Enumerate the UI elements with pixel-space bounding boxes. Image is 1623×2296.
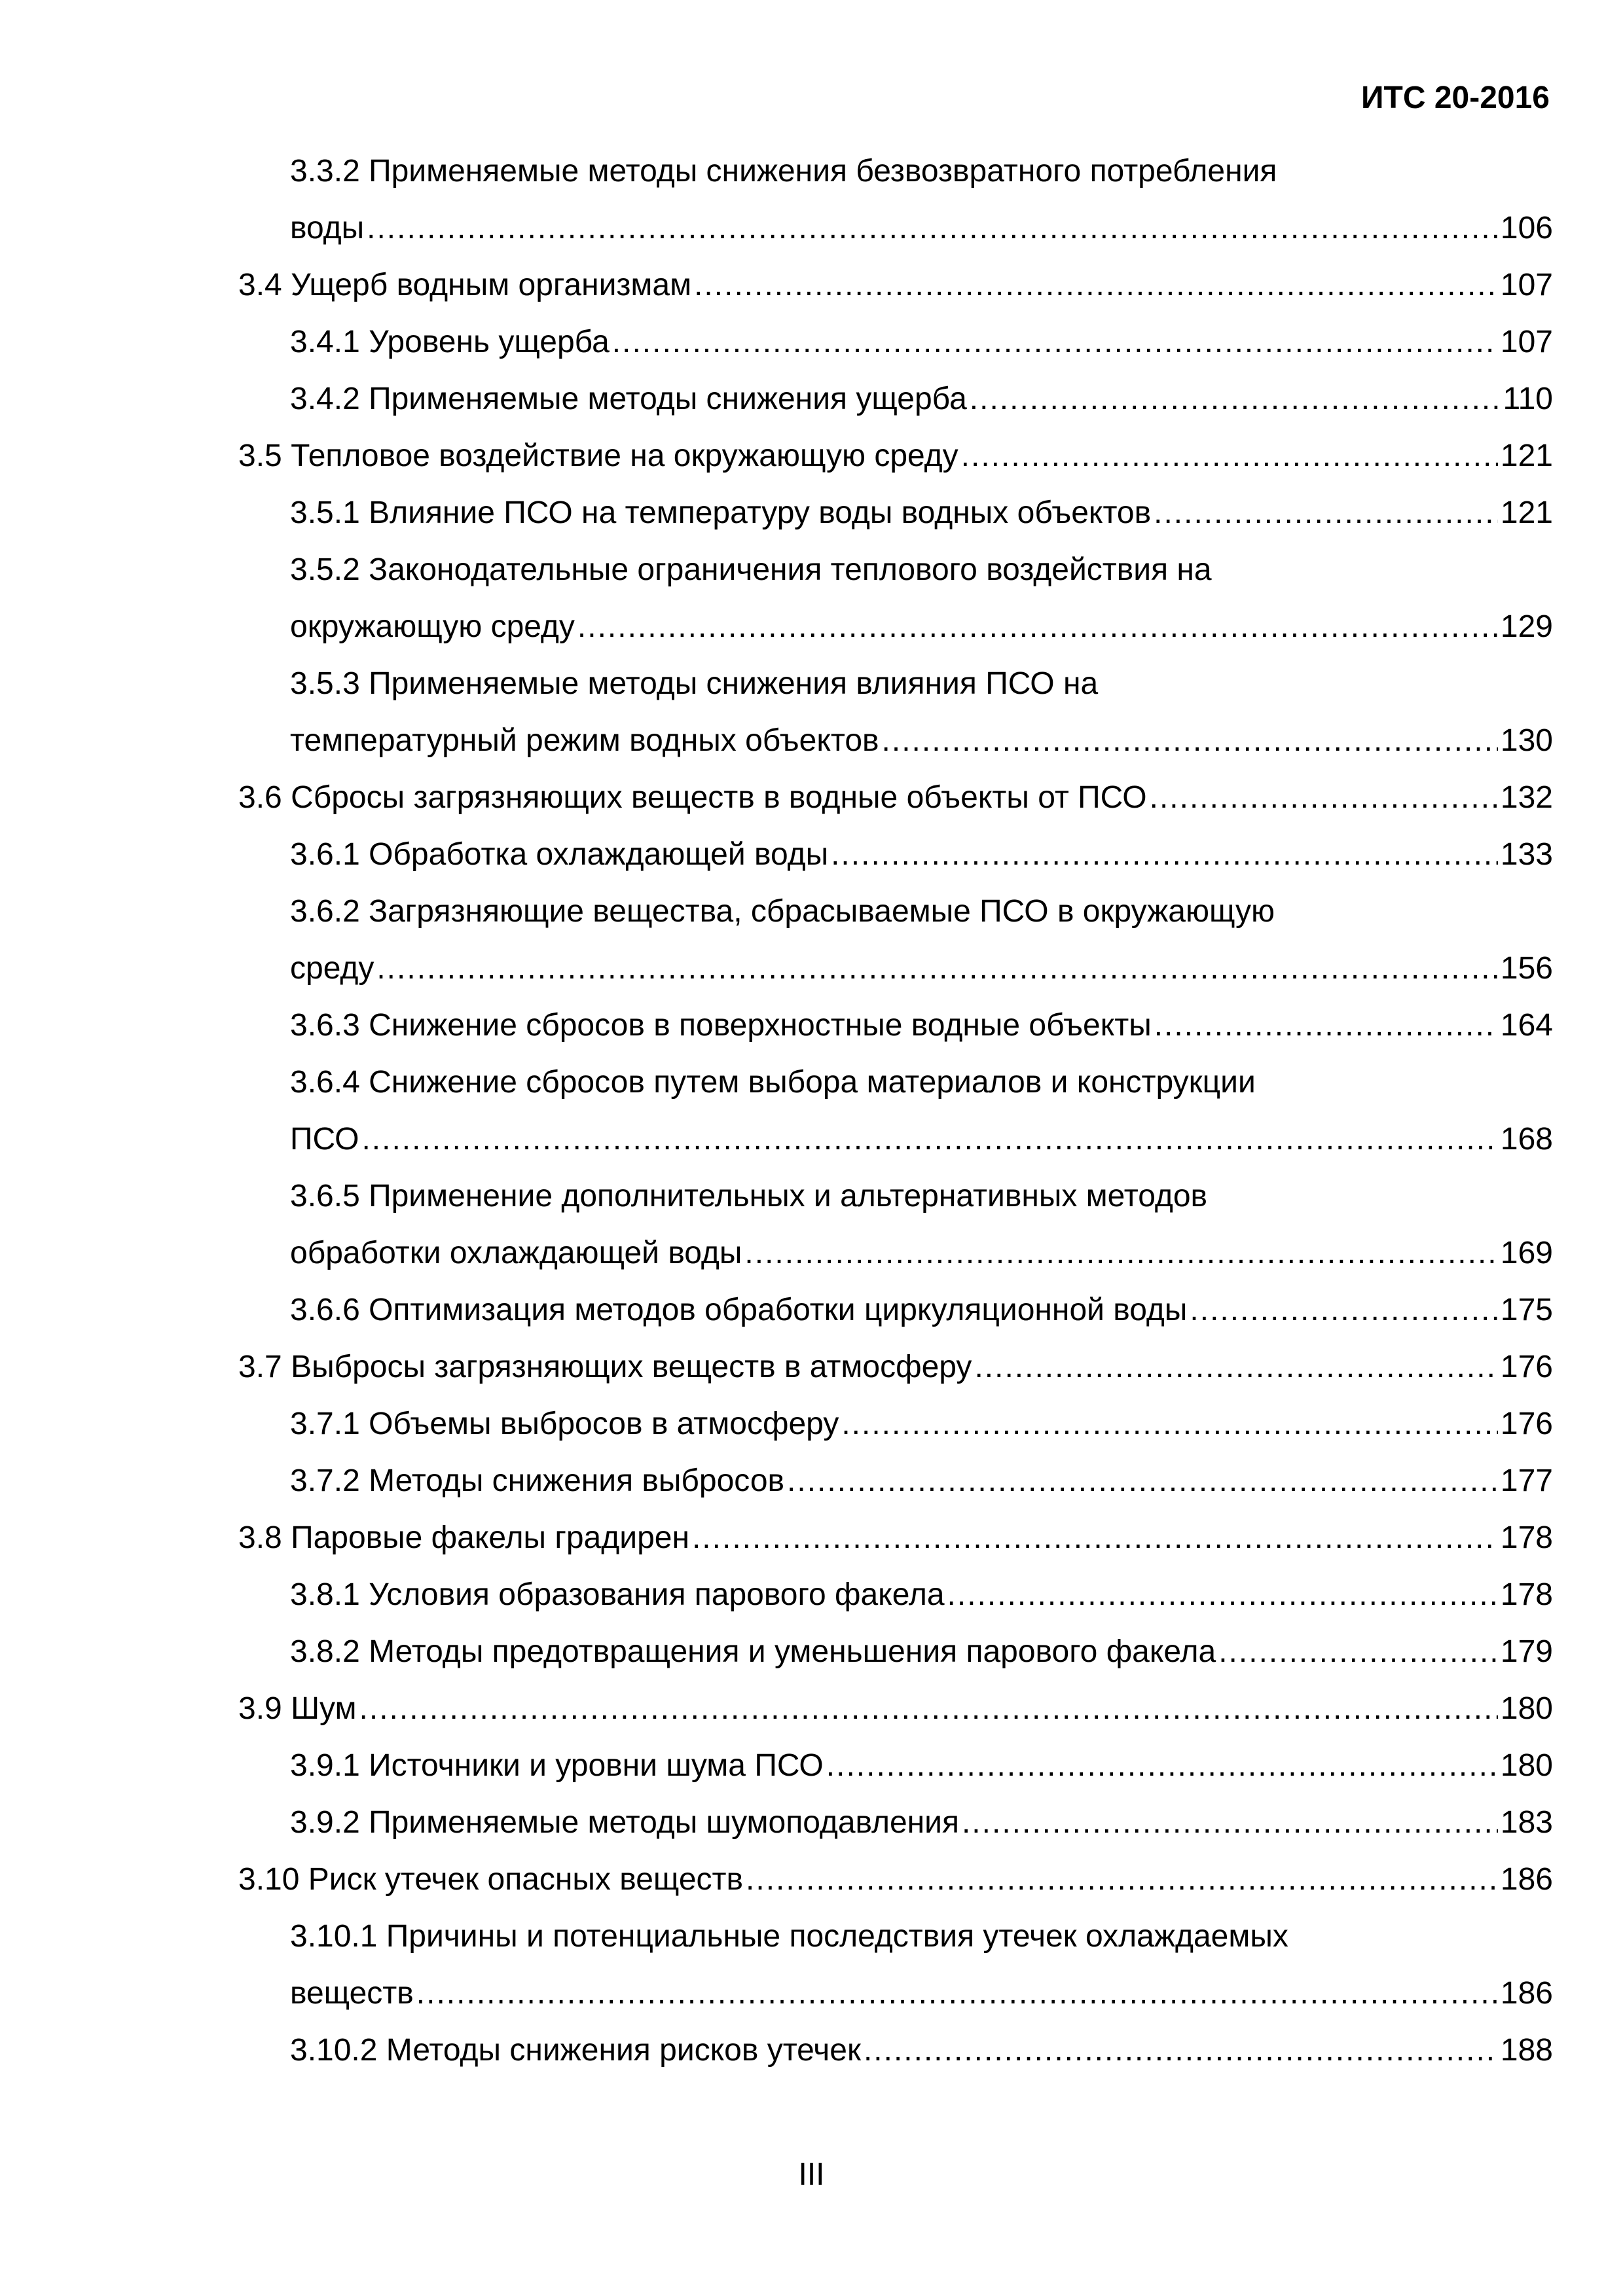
toc-entry-page-number: 156	[1500, 951, 1553, 986]
toc-entry-title: 3.10 Риск утечек опасных веществ	[238, 1862, 744, 1897]
toc-dot-leader	[947, 1566, 1498, 1623]
page-number: III	[798, 2157, 825, 2192]
toc-entry-title: 3.4 Ущерб водным организмам	[238, 268, 692, 302]
toc-dot-leader	[961, 427, 1498, 484]
toc-entry-page-number: 176	[1500, 1350, 1553, 1384]
toc-entry	[290, 826, 1553, 883]
toc-entry-page-number: 177	[1500, 1463, 1553, 1498]
toc-dot-leader	[577, 598, 1498, 655]
toc-entry-page-number: 183	[1500, 1805, 1553, 1840]
toc-entry-page-number: 168	[1500, 1122, 1553, 1157]
toc-entry-page-number: 110	[1503, 382, 1553, 416]
toc-entry-page-number: 188	[1500, 2033, 1553, 2068]
toc-dot-leader	[612, 314, 1498, 370]
toc-entry-page-number: 178	[1500, 1520, 1553, 1555]
toc-entry-page-number: 169	[1500, 1236, 1553, 1270]
toc-dot-leader	[1190, 1282, 1498, 1338]
toc-entry-page-number: 178	[1500, 1577, 1553, 1612]
toc-entry-title: 3.8.1 Условия образования парового факела	[290, 1577, 945, 1612]
toc-entry-page-number: 132	[1500, 780, 1553, 815]
toc-dot-leader	[692, 1509, 1498, 1566]
toc-dot-leader	[1154, 997, 1498, 1054]
toc-entry	[238, 1509, 1553, 1566]
toc-entry-page-number: 106	[1500, 211, 1553, 245]
toc-entry	[290, 314, 1553, 370]
toc-entry-page-number: 180	[1500, 1748, 1553, 1783]
toc-dot-leader	[864, 2022, 1498, 2079]
toc-entry	[290, 1566, 1553, 1623]
toc-entry-title: 3.7 Выбросы загрязняющих веществ в атмосферу	[238, 1350, 972, 1384]
toc-entry-title-line: 3.5.2 Законодательные ограничения теплового воздействия на	[290, 552, 1212, 587]
toc-entry	[290, 370, 1553, 427]
toc-entry-title: 3.6.3 Снижение сбросов в поверхностные водные объекты	[290, 1008, 1152, 1043]
toc-dot-leader	[1154, 484, 1498, 541]
toc-dot-leader	[361, 1111, 1497, 1168]
toc-entry-title: 3.8.2 Методы предотвращения и уменьшения парового факела	[290, 1634, 1216, 1669]
toc-entry-title: 3.9.1 Источники и уровни шума ПСО	[290, 1748, 824, 1783]
toc-dot-leader	[962, 1794, 1498, 1851]
toc-entry-title-line: 3.3.2 Применяемые методы снижения безвозвратного потребления	[290, 154, 1277, 188]
toc-dot-leader	[746, 1851, 1498, 1908]
toc-entry-title: 3.6 Сбросы загрязняющих веществ в водные объекты от ПСО	[238, 780, 1147, 815]
toc-entry-title: 3.4.2 Применяемые методы снижения ущерба	[290, 382, 967, 416]
toc-entry	[290, 1282, 1553, 1338]
toc-entry	[290, 1395, 1553, 1452]
toc-entry-page-number: 130	[1500, 723, 1553, 758]
toc-entry-title: 3.10.2 Методы снижения рисков утечек	[290, 2033, 861, 2068]
toc-entry-title: 3.5.1 Влияние ПСО на температуру воды водных объектов	[290, 495, 1152, 530]
toc-entry-page-number: 164	[1500, 1008, 1553, 1043]
toc-entry-page-number: 121	[1500, 439, 1553, 473]
toc-entry	[290, 1908, 1553, 2022]
toc-dot-leader	[974, 1338, 1497, 1395]
toc-dot-leader	[367, 200, 1498, 257]
toc-dot-leader	[826, 1737, 1498, 1794]
toc-entry-page-number: 186	[1500, 1976, 1553, 2011]
toc-entry-page-number: 121	[1500, 495, 1553, 530]
toc-dot-leader	[694, 257, 1498, 314]
toc-entry-title: веществ	[290, 1976, 414, 2011]
toc-entry-title-line: 3.6.5 Применение дополнительных и альтернативных методов	[290, 1179, 1208, 1213]
toc-dot-leader	[882, 712, 1498, 769]
toc-entry-page-number: 180	[1500, 1691, 1553, 1726]
toc-entry-title-line: 3.6.4 Снижение сбросов путем выбора материалов и конструкции	[290, 1065, 1256, 1100]
toc-entry	[238, 1680, 1553, 1737]
toc-dot-leader	[1218, 1623, 1498, 1680]
toc-entry	[238, 427, 1553, 484]
toc-entry-title: 3.9.2 Применяемые методы шумоподавления	[290, 1805, 959, 1840]
toc-dot-leader	[841, 1395, 1498, 1452]
toc-entry-page-number: 179	[1500, 1634, 1553, 1669]
toc-entry-page-number: 133	[1500, 837, 1553, 872]
toc-entry-title: окружающую среду	[290, 609, 575, 644]
toc-dot-leader	[970, 370, 1501, 427]
toc-entry-page-number: 107	[1500, 268, 1553, 302]
toc-entry-page-number: 175	[1500, 1293, 1553, 1327]
toc-entry-title: 3.9 Шум	[238, 1691, 357, 1726]
toc-entry	[290, 1452, 1553, 1509]
toc-entry-title: 3.6.6 Оптимизация методов обработки циркуляционной воды	[290, 1293, 1188, 1327]
toc-entry	[290, 1623, 1553, 1680]
toc-entry	[290, 655, 1553, 769]
toc-entry-title: 3.4.1 Уровень ущерба	[290, 325, 610, 359]
toc-entry-title-line: 3.10.1 Причины и потенциальные последствия утечек охлаждаемых	[290, 1919, 1288, 1954]
toc-entry	[290, 1794, 1553, 1851]
toc-entry-title: 3.8 Паровые факелы градирен	[238, 1520, 689, 1555]
toc-entry-title: 3.5 Тепловое воздействие на окружающую среду	[238, 439, 958, 473]
toc-entry	[290, 484, 1553, 541]
toc-dot-leader	[359, 1680, 1498, 1737]
toc-entry-title: ПСО	[290, 1122, 359, 1157]
toc-entry-title: 3.7.1 Объемы выбросов в атмосферу	[290, 1407, 839, 1441]
toc-entry-page-number: 107	[1500, 325, 1553, 359]
toc-entry	[290, 143, 1553, 257]
toc-entry-title: 3.7.2 Методы снижения выбросов	[290, 1463, 785, 1498]
toc-entry	[290, 541, 1553, 655]
toc-entry-page-number: 129	[1500, 609, 1553, 644]
toc-entry	[290, 997, 1553, 1054]
document-code-header: ИТС 20-2016	[1361, 81, 1550, 115]
toc-entry-title: температурный режим водных объектов	[290, 723, 879, 758]
toc-entry	[290, 883, 1553, 997]
toc-entry	[238, 1338, 1553, 1395]
toc-dot-leader	[787, 1452, 1498, 1509]
toc-entry-title: обработки охлаждающей воды	[290, 1236, 742, 1270]
toc-dot-leader	[376, 940, 1498, 997]
toc-entry	[238, 257, 1553, 314]
toc-dot-leader	[831, 826, 1498, 883]
toc-entry-title-line: 3.6.2 Загрязняющие вещества, сбрасываемые ПСО в окружающую	[290, 894, 1275, 929]
toc-entry-page-number: 186	[1500, 1862, 1553, 1897]
toc-entry	[290, 1168, 1553, 1282]
toc-dot-leader	[744, 1225, 1497, 1282]
table-of-contents	[238, 143, 1553, 2079]
toc-entry	[290, 2022, 1553, 2079]
toc-entry	[290, 1737, 1553, 1794]
toc-entry-page-number: 176	[1500, 1407, 1553, 1441]
toc-dot-leader	[1150, 769, 1498, 826]
toc-dot-leader	[416, 1965, 1498, 2022]
toc-entry-title: воды	[290, 211, 365, 245]
toc-entry	[290, 1054, 1553, 1168]
toc-entry	[238, 769, 1553, 826]
toc-entry	[238, 1851, 1553, 1908]
toc-entry-title-line: 3.5.3 Применяемые методы снижения влияния ПСО на	[290, 666, 1099, 701]
toc-entry-title: среду	[290, 951, 374, 986]
toc-entry-title: 3.6.1 Обработка охлаждающей воды	[290, 837, 829, 872]
